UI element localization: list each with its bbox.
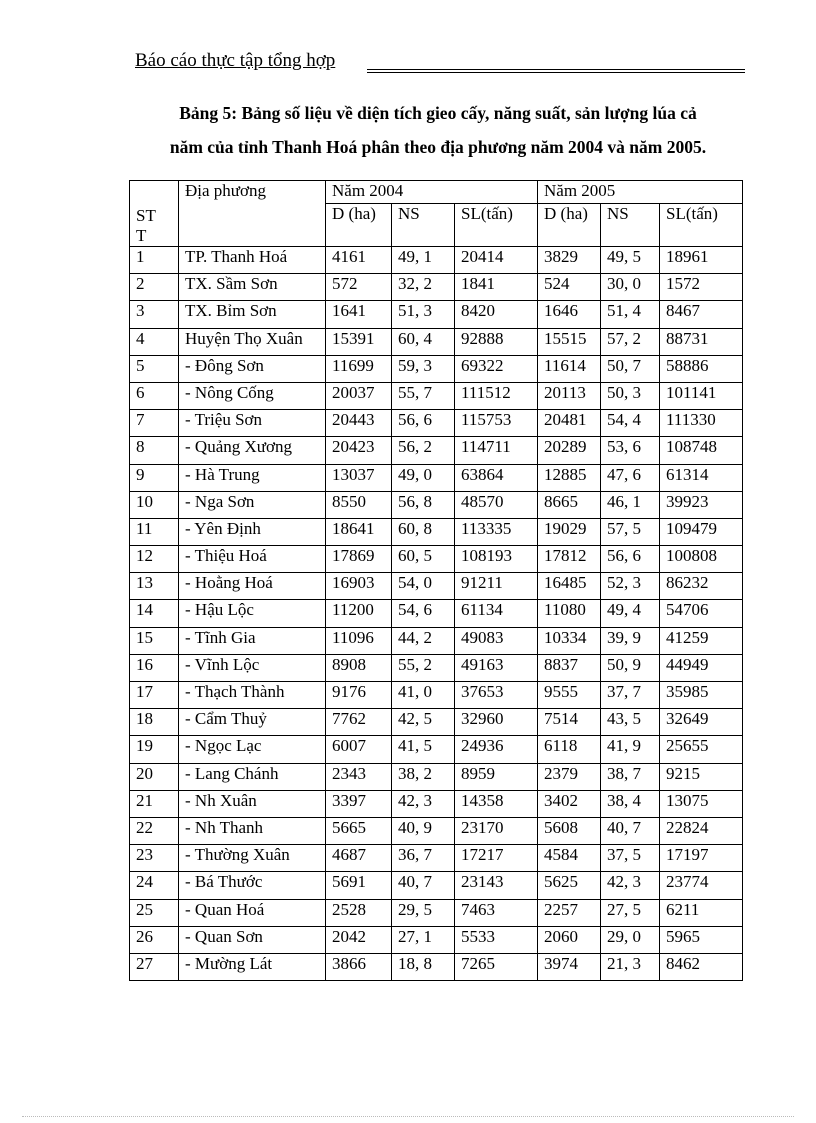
table-cell: 41259 <box>660 627 743 654</box>
table-cell: 5965 <box>660 926 743 953</box>
table-cell: 32649 <box>660 709 743 736</box>
table-cell: 2042 <box>326 926 392 953</box>
table-cell: 9176 <box>326 682 392 709</box>
table-cell: 16485 <box>538 573 601 600</box>
table-cell: 60, 4 <box>392 328 455 355</box>
table-cell: 100808 <box>660 546 743 573</box>
table-cell: 17869 <box>326 546 392 573</box>
table-cell: 51, 4 <box>601 301 660 328</box>
table-row <box>130 491 743 518</box>
table-cell: 86232 <box>660 573 743 600</box>
table-cell: 17197 <box>660 845 743 872</box>
table-cell: 5691 <box>326 872 392 899</box>
subcolumn-header: D (ha) <box>326 204 392 247</box>
table-cell: 41, 5 <box>392 736 455 763</box>
table-cell: 36, 7 <box>392 845 455 872</box>
table-cell: 11614 <box>538 355 601 382</box>
table-cell: 3829 <box>538 247 601 274</box>
table-cell: 1841 <box>455 274 538 301</box>
table-cell: 11699 <box>326 355 392 382</box>
table-cell: 5533 <box>455 926 538 953</box>
table-cell: - Triệu Sơn <box>179 410 326 437</box>
table-cell: 20481 <box>538 410 601 437</box>
caption-line-2: năm của tỉnh Thanh Hoá phân theo địa phương năm 2004 và năm 2005. <box>169 137 707 157</box>
table-cell: - Nga Sơn <box>179 491 326 518</box>
table-cell: 39923 <box>660 491 743 518</box>
table-cell: 46, 1 <box>601 491 660 518</box>
table-cell: 40, 7 <box>601 817 660 844</box>
table-row <box>130 546 743 573</box>
table-cell: 20443 <box>326 410 392 437</box>
table-cell: 49, 1 <box>392 247 455 274</box>
table-cell: - Đông Sơn <box>179 355 326 382</box>
table-cell: 19029 <box>538 518 601 545</box>
table-cell: 56, 6 <box>392 410 455 437</box>
subcolumn-header: NS <box>601 204 660 247</box>
table-cell: 52, 3 <box>601 573 660 600</box>
table-cell: - Nông Cống <box>179 382 326 409</box>
table-cell: 15515 <box>538 328 601 355</box>
table-cell: 2060 <box>538 926 601 953</box>
table-cell: 56, 8 <box>392 491 455 518</box>
table-cell: 1641 <box>326 301 392 328</box>
table-cell: 18641 <box>326 518 392 545</box>
table-cell: 108193 <box>455 546 538 573</box>
table-cell: 44949 <box>660 654 743 681</box>
table-row <box>130 709 743 736</box>
table-cell: 55, 7 <box>392 382 455 409</box>
table-row <box>130 355 743 382</box>
table-cell: - Thiệu Hoá <box>179 546 326 573</box>
table-row <box>130 573 743 600</box>
table-cell: 2 <box>130 274 179 301</box>
table-cell: 13 <box>130 573 179 600</box>
table-row <box>130 247 743 274</box>
table-row <box>130 845 743 872</box>
table-cell: 54, 6 <box>392 600 455 627</box>
table-cell: 16 <box>130 654 179 681</box>
table-cell: 111512 <box>455 382 538 409</box>
table-cell: 35985 <box>660 682 743 709</box>
table-cell: 7265 <box>455 953 538 980</box>
table-row <box>130 682 743 709</box>
table-cell: 50, 9 <box>601 654 660 681</box>
table-cell: 15 <box>130 627 179 654</box>
table-row <box>130 926 743 953</box>
header-rule <box>367 69 745 70</box>
table-cell: 56, 2 <box>392 437 455 464</box>
table-cell: 20289 <box>538 437 601 464</box>
table-cell: 17217 <box>455 845 538 872</box>
table-cell: 38, 2 <box>392 763 455 790</box>
page-header <box>135 50 745 74</box>
table-row <box>130 328 743 355</box>
table-cell: - Bá Thước <box>179 872 326 899</box>
year-2005-header: Năm 2005 <box>538 181 743 204</box>
table-row <box>130 382 743 409</box>
table-cell: - Cẩm Thuỷ <box>179 709 326 736</box>
table-body <box>130 247 743 981</box>
table-cell: 13037 <box>326 464 392 491</box>
table-cell: 14358 <box>455 790 538 817</box>
table-cell: 49083 <box>455 627 538 654</box>
table-cell: 44, 2 <box>392 627 455 654</box>
table-cell: - Hà Trung <box>179 464 326 491</box>
table-cell: 41, 0 <box>392 682 455 709</box>
table-cell: 59, 3 <box>392 355 455 382</box>
table-cell: 7 <box>130 410 179 437</box>
table-cell: - Vĩnh Lộc <box>179 654 326 681</box>
table-cell: 16903 <box>326 573 392 600</box>
table-cell: - Ngọc Lạc <box>179 736 326 763</box>
table-cell: 4161 <box>326 247 392 274</box>
table-cell: 524 <box>538 274 601 301</box>
table-cell: 5 <box>130 355 179 382</box>
table-cell: 8837 <box>538 654 601 681</box>
table-cell: 22824 <box>660 817 743 844</box>
table-cell: 6007 <box>326 736 392 763</box>
table-cell: 21, 3 <box>601 953 660 980</box>
table-cell: 4 <box>130 328 179 355</box>
table-cell: 3866 <box>326 953 392 980</box>
locality-header: Địa phương <box>179 181 326 247</box>
header-title: Báo cáo thực tập tổng hợp <box>135 50 336 71</box>
table-cell: 49, 4 <box>601 600 660 627</box>
table-cell: 41, 9 <box>601 736 660 763</box>
table-cell: 49, 0 <box>392 464 455 491</box>
table-row <box>130 654 743 681</box>
table-cell: 12885 <box>538 464 601 491</box>
table-cell: 42, 3 <box>601 872 660 899</box>
table-row <box>130 790 743 817</box>
table-cell: 63864 <box>455 464 538 491</box>
table-cell: 2257 <box>538 899 601 926</box>
table-cell: 49163 <box>455 654 538 681</box>
table-cell: 8420 <box>455 301 538 328</box>
table-cell: 4687 <box>326 845 392 872</box>
caption-line-1: Bảng 5: Bảng số liệu về diện tích gieo cấy, năng suất, sản lượng lúa cả <box>179 103 697 123</box>
table-cell: 9555 <box>538 682 601 709</box>
table-row <box>130 627 743 654</box>
table-cell: 10334 <box>538 627 601 654</box>
table-row <box>130 736 743 763</box>
table-cell: 53, 6 <box>601 437 660 464</box>
table-cell: 15391 <box>326 328 392 355</box>
table-cell: - Hậu Lộc <box>179 600 326 627</box>
table-cell: 17 <box>130 682 179 709</box>
table-cell: 37, 5 <box>601 845 660 872</box>
table-cell: 108748 <box>660 437 743 464</box>
table-cell: 30, 0 <box>601 274 660 301</box>
table-cell: 1 <box>130 247 179 274</box>
table-cell: 18961 <box>660 247 743 274</box>
table-cell: 101141 <box>660 382 743 409</box>
table-cell: 4584 <box>538 845 601 872</box>
table-cell: 25 <box>130 899 179 926</box>
table-cell: 3397 <box>326 790 392 817</box>
table-cell: 48570 <box>455 491 538 518</box>
table-cell: 38, 4 <box>601 790 660 817</box>
table-row <box>130 301 743 328</box>
table-cell: 25655 <box>660 736 743 763</box>
table-cell: 54, 4 <box>601 410 660 437</box>
page-bottom-rule <box>22 1116 794 1117</box>
table-cell: 2343 <box>326 763 392 790</box>
table-cell: 27, 5 <box>601 899 660 926</box>
table-cell: 37653 <box>455 682 538 709</box>
table-row <box>130 437 743 464</box>
table-cell: 8550 <box>326 491 392 518</box>
table-cell: 29, 0 <box>601 926 660 953</box>
table-cell: 8959 <box>455 763 538 790</box>
table-cell: - Mường Lát <box>179 953 326 980</box>
table-cell: 42, 3 <box>392 790 455 817</box>
table-cell: 42, 5 <box>392 709 455 736</box>
table-cell: TX. Bỉm Sơn <box>179 301 326 328</box>
table-cell: 61134 <box>455 600 538 627</box>
table-cell: 24936 <box>455 736 538 763</box>
table-cell: 11200 <box>326 600 392 627</box>
table-row <box>130 817 743 844</box>
table-row <box>130 953 743 980</box>
table-cell: 32, 2 <box>392 274 455 301</box>
table-cell: 8467 <box>660 301 743 328</box>
table-cell: 20423 <box>326 437 392 464</box>
table-cell: 9215 <box>660 763 743 790</box>
table-cell: 57, 2 <box>601 328 660 355</box>
table-cell: TX. Sầm Sơn <box>179 274 326 301</box>
table-cell: 23774 <box>660 872 743 899</box>
table-cell: 14 <box>130 600 179 627</box>
table-cell: - Hoằng Hoá <box>179 573 326 600</box>
table-cell: 7762 <box>326 709 392 736</box>
table-cell: 54706 <box>660 600 743 627</box>
table-cell: 20 <box>130 763 179 790</box>
table-cell: 10 <box>130 491 179 518</box>
rice-data-table <box>129 180 743 981</box>
table-cell: 5625 <box>538 872 601 899</box>
table-cell: 60, 8 <box>392 518 455 545</box>
table-cell: 113335 <box>455 518 538 545</box>
table-cell: 115753 <box>455 410 538 437</box>
table-cell: 27, 1 <box>392 926 455 953</box>
table-row <box>130 274 743 301</box>
table-cell: 109479 <box>660 518 743 545</box>
table-cell: - Thạch Thành <box>179 682 326 709</box>
table-cell: 6 <box>130 382 179 409</box>
table-cell: 61314 <box>660 464 743 491</box>
table-cell: 29, 5 <box>392 899 455 926</box>
table-cell: 8665 <box>538 491 601 518</box>
table-cell: - Nh Xuân <box>179 790 326 817</box>
table-cell: 50, 7 <box>601 355 660 382</box>
table-cell: 55, 2 <box>392 654 455 681</box>
table-row <box>130 518 743 545</box>
table-cell: 43, 5 <box>601 709 660 736</box>
table-cell: 60, 5 <box>392 546 455 573</box>
table-cell: - Quan Hoá <box>179 899 326 926</box>
table-cell: 23 <box>130 845 179 872</box>
header-rule-double <box>367 72 745 73</box>
table-cell: 1646 <box>538 301 601 328</box>
table-cell: - Quan Sơn <box>179 926 326 953</box>
subcolumn-header: NS <box>392 204 455 247</box>
table-cell: 20113 <box>538 382 601 409</box>
table-cell: 8908 <box>326 654 392 681</box>
table-cell: 19 <box>130 736 179 763</box>
table-cell: 3 <box>130 301 179 328</box>
table-cell: 2528 <box>326 899 392 926</box>
table-cell: 23170 <box>455 817 538 844</box>
table-cell: 47, 6 <box>601 464 660 491</box>
table-header <box>130 181 743 247</box>
table-cell: 6118 <box>538 736 601 763</box>
table-cell: Huyện Thọ Xuân <box>179 328 326 355</box>
table-row <box>130 763 743 790</box>
table-caption <box>100 96 776 164</box>
table-cell: 39, 9 <box>601 627 660 654</box>
subcolumn-header: SL(tấn) <box>455 204 538 247</box>
table-cell: 1572 <box>660 274 743 301</box>
table-cell: 49, 5 <box>601 247 660 274</box>
table-cell: TP. Thanh Hoá <box>179 247 326 274</box>
table-cell: - Thường Xuân <box>179 845 326 872</box>
table-cell: 27 <box>130 953 179 980</box>
table-cell: 17812 <box>538 546 601 573</box>
table-cell: 23143 <box>455 872 538 899</box>
table-cell: 50, 3 <box>601 382 660 409</box>
table-row <box>130 600 743 627</box>
table-cell: 26 <box>130 926 179 953</box>
table-cell: 8 <box>130 437 179 464</box>
table-cell: - Lang Chánh <box>179 763 326 790</box>
table-cell: 114711 <box>455 437 538 464</box>
table-cell: 20037 <box>326 382 392 409</box>
table-cell: 8462 <box>660 953 743 980</box>
table-cell: 20414 <box>455 247 538 274</box>
table-cell: 7463 <box>455 899 538 926</box>
table-cell: 58886 <box>660 355 743 382</box>
table-cell: 7514 <box>538 709 601 736</box>
table-cell: 11096 <box>326 627 392 654</box>
table-cell: 5608 <box>538 817 601 844</box>
table-row <box>130 872 743 899</box>
table-cell: 18 <box>130 709 179 736</box>
table-cell: 11 <box>130 518 179 545</box>
table-cell: 40, 7 <box>392 872 455 899</box>
table-cell: 9 <box>130 464 179 491</box>
table-row <box>130 464 743 491</box>
stt-header-label: STT <box>136 206 156 245</box>
table-cell: 5665 <box>326 817 392 844</box>
table-row <box>130 410 743 437</box>
table-cell: - Tĩnh Gia <box>179 627 326 654</box>
table-cell: 51, 3 <box>392 301 455 328</box>
table-cell: 37, 7 <box>601 682 660 709</box>
table-cell: 111330 <box>660 410 743 437</box>
table-cell: - Nh Thanh <box>179 817 326 844</box>
table-cell: 3974 <box>538 953 601 980</box>
table-cell: 12 <box>130 546 179 573</box>
table-cell: 2379 <box>538 763 601 790</box>
table-cell: 91211 <box>455 573 538 600</box>
table-cell: 38, 7 <box>601 763 660 790</box>
table-row <box>130 899 743 926</box>
table-cell: - Quảng Xương <box>179 437 326 464</box>
table-cell: 54, 0 <box>392 573 455 600</box>
table-cell: - Yên Định <box>179 518 326 545</box>
table-cell: 69322 <box>455 355 538 382</box>
table-cell: 88731 <box>660 328 743 355</box>
table-cell: 40, 9 <box>392 817 455 844</box>
year-2004-header: Năm 2004 <box>326 181 538 204</box>
stt-header <box>130 181 179 247</box>
table-cell: 18, 8 <box>392 953 455 980</box>
table-cell: 3402 <box>538 790 601 817</box>
table-cell: 92888 <box>455 328 538 355</box>
table-cell: 13075 <box>660 790 743 817</box>
table-cell: 56, 6 <box>601 546 660 573</box>
table-cell: 57, 5 <box>601 518 660 545</box>
table-cell: 32960 <box>455 709 538 736</box>
table-cell: 11080 <box>538 600 601 627</box>
table-cell: 572 <box>326 274 392 301</box>
table-cell: 22 <box>130 817 179 844</box>
table-cell: 24 <box>130 872 179 899</box>
table-cell: 6211 <box>660 899 743 926</box>
table-cell: 21 <box>130 790 179 817</box>
subcolumn-header: SL(tấn) <box>660 204 743 247</box>
subcolumn-header: D (ha) <box>538 204 601 247</box>
